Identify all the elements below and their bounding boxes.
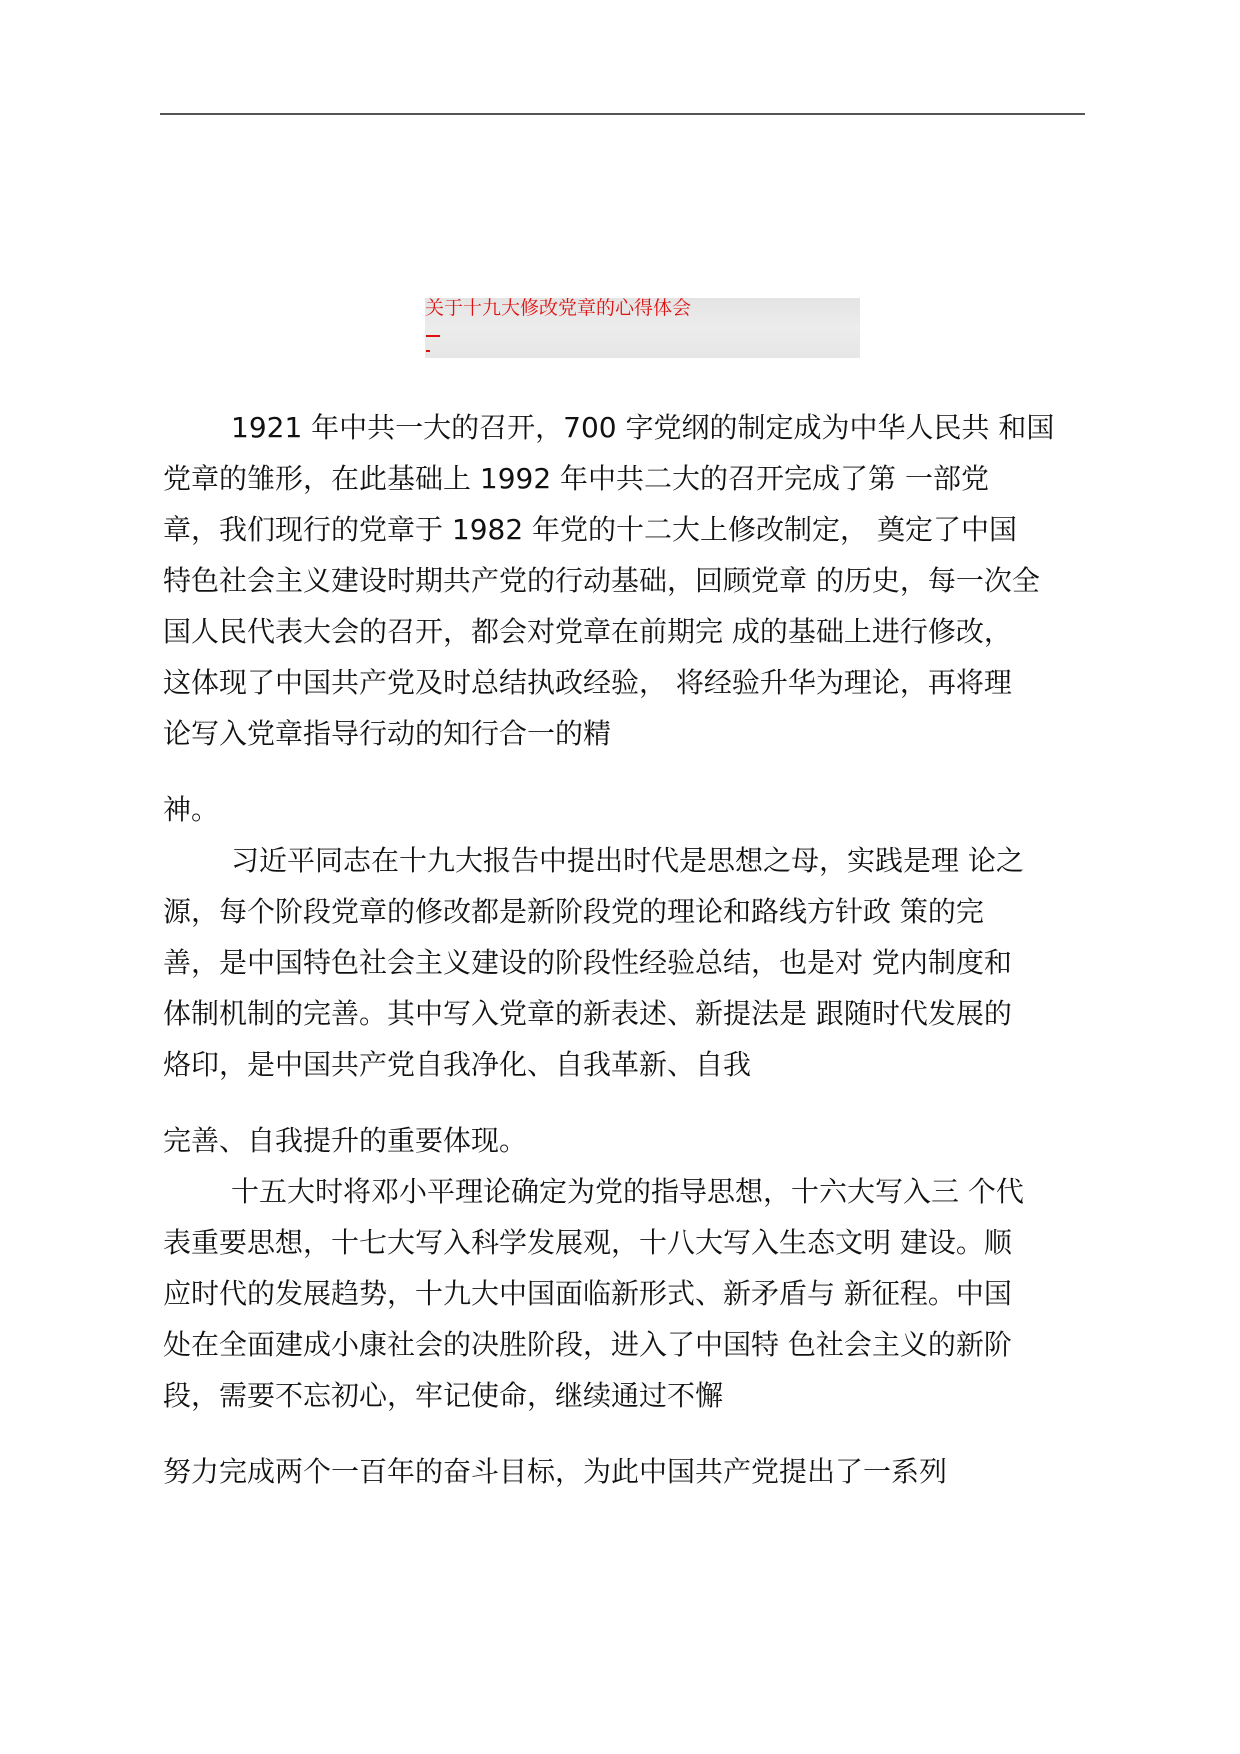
paragraph-1-line-1: 1921 年中共一大的召开，700 字党纲的制定成为中华人民共 和国: [231, 411, 1055, 444]
header-rule: [160, 113, 1085, 115]
paragraph-2-tail: 完善、自我提升的重要体现。: [163, 1124, 528, 1157]
paragraph-3-tail: 努力完成两个一百年的奋斗目标，为此中国共产党提出了一系列: [163, 1455, 948, 1488]
paragraph-3-line-1: 十五大时将邓小平理论确定为党的指导思想，十六大写入三 个代: [231, 1175, 1024, 1208]
paragraph-2-line-1: 习近平同志在十九大报告中提出时代是思想之母，实践是理 论之: [231, 844, 1024, 877]
paragraph-3-line-5: 段，需要不忘初心，牢记使命，继续通过不懈: [163, 1379, 724, 1412]
paragraph-1-line-3: 章，我们现行的党章于 1982 年党的十二大上修改制定， 奠定了中国: [163, 513, 1017, 546]
paragraph-2-line-3: 善，是中国特色社会主义建设的阶段性经验总结，也是对 党内制度和: [163, 946, 1012, 979]
paragraph-1-line-4: 特色社会主义建设时期共产党的行动基础，回顾党章 的历史，每一次全: [163, 564, 1040, 597]
title-underline-mark: [426, 335, 440, 337]
document-body: [163, 402, 1088, 1497]
paragraph-1-tail: 神。: [163, 793, 220, 826]
title-underline-mark-small: [426, 350, 430, 352]
paragraph-3-line-2: 表重要思想，十七大写入科学发展观，十八大写入生态文明 建设。顺: [163, 1226, 1012, 1259]
paragraph-1-line-2: 党章的雏形，在此基础上 1992 年中共二大的召开完成了第 一部党: [163, 462, 989, 495]
paragraph-1-line-6: 这体现了中国共产党及时总结执政经验， 将经验升华为理论，再将理: [163, 666, 1012, 699]
paragraph-2-line-4: 体制机制的完善。其中写入党章的新表述、新提法是 跟随时代发展的: [163, 997, 1012, 1030]
paragraph-2-line-2: 源，每个阶段党章的修改都是新阶段党的理论和路线方针政 策的完: [163, 895, 984, 928]
paragraph-2-line-5: 烙印，是中国共产党自我净化、自我革新、自我: [163, 1048, 752, 1081]
paragraph-1-line-7: 论写入党章指导行动的知行合一的精: [163, 717, 612, 750]
paragraph-3-line-4: 处在全面建成小康社会的决胜阶段，进入了中国特 色社会主义的新阶: [163, 1328, 1012, 1361]
document-title: 关于十九大修改党章的心得体会: [425, 297, 692, 319]
paragraph-1-line-5: 国人民代表大会的召开，都会对党章在前期完 成的基础上进行修改，: [163, 615, 1012, 648]
paragraph-3-line-3: 应时代的发展趋势，十九大中国面临新形式、新矛盾与 新征程。中国: [163, 1277, 1012, 1310]
